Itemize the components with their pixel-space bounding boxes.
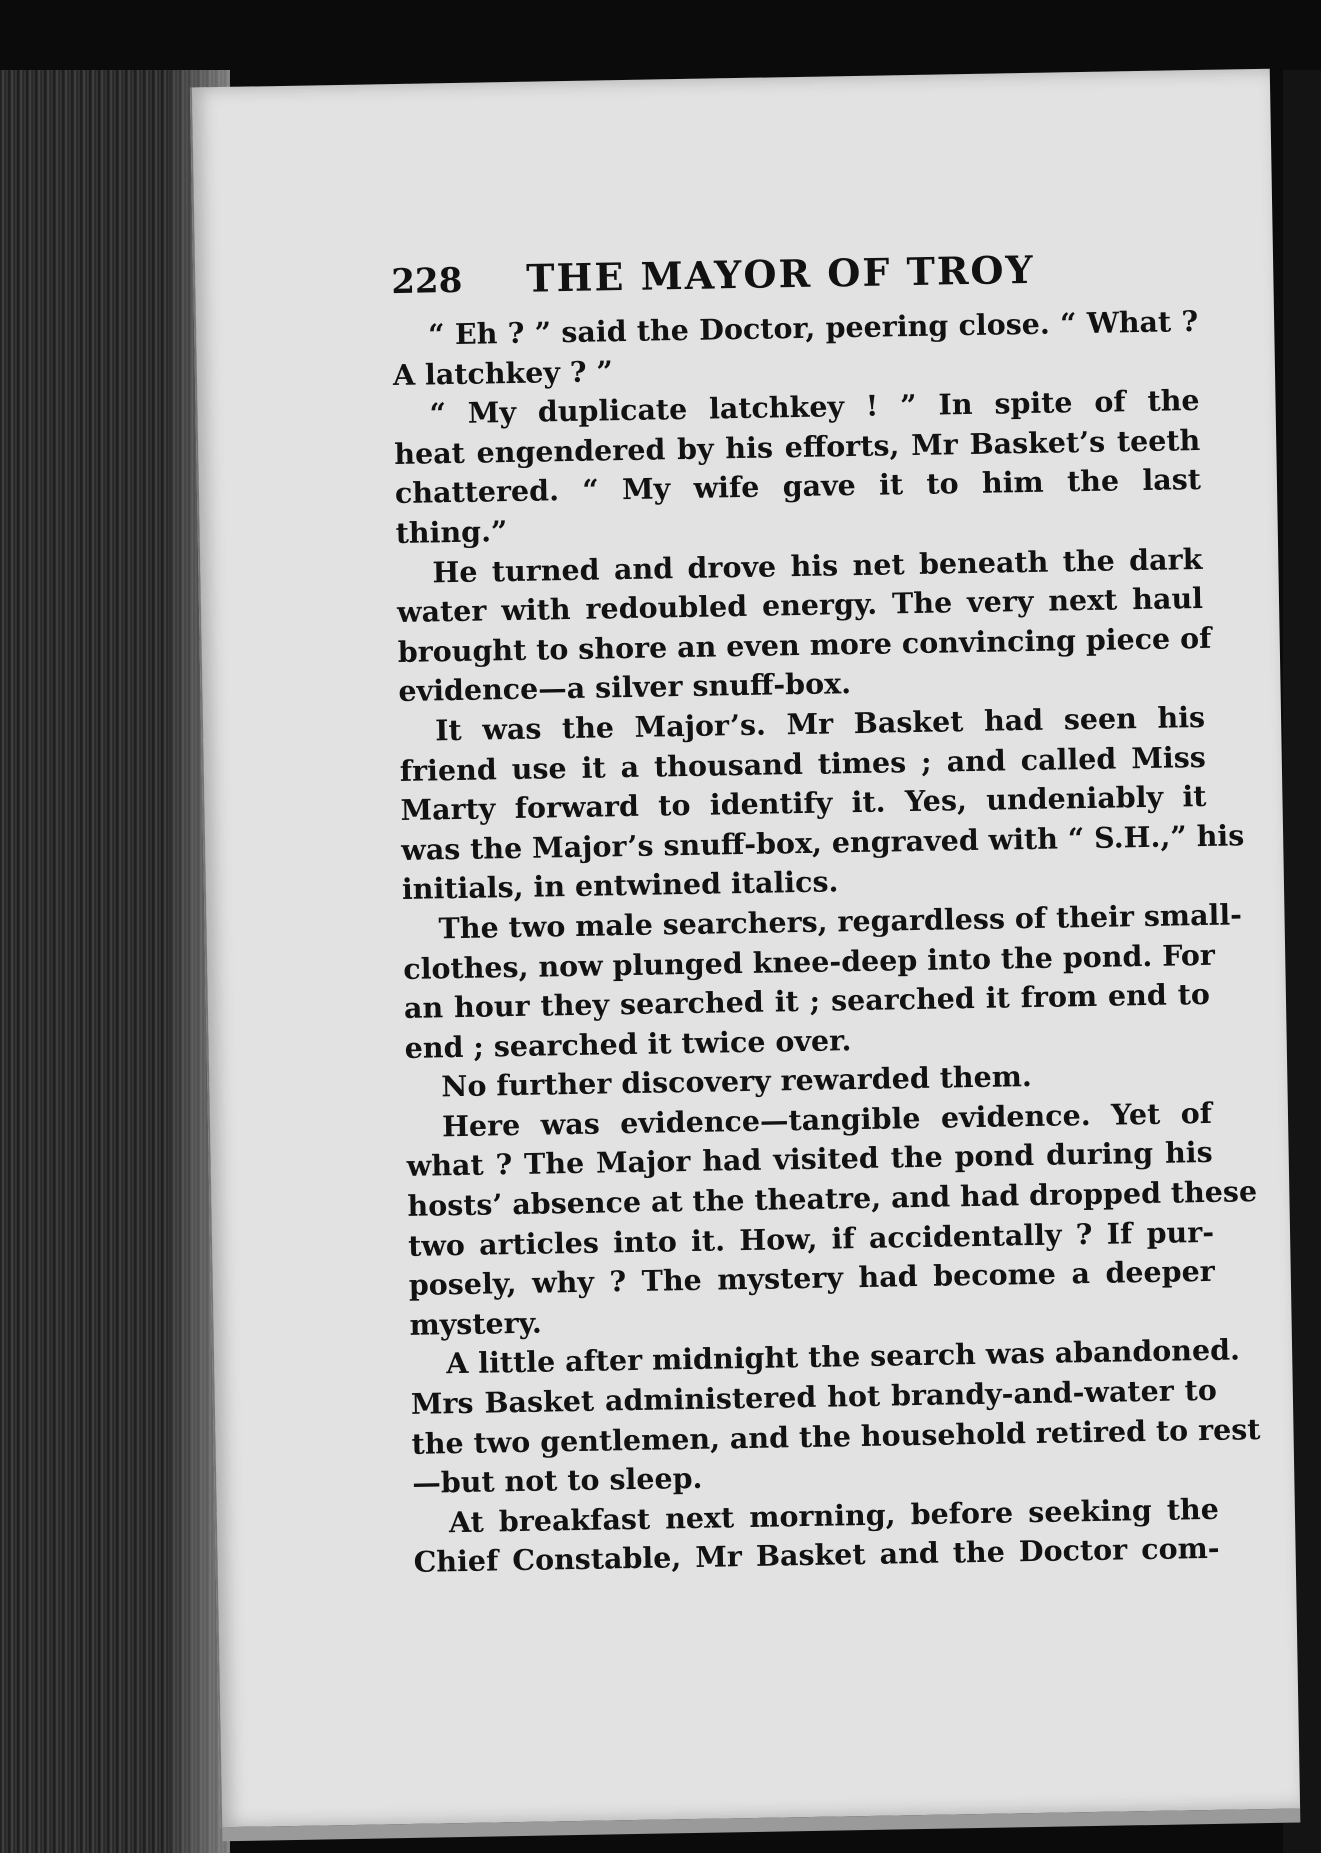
text-line: clothes, now plunged knee-deep into the pond. For <box>403 937 1216 986</box>
text-line: what ? The Major had visited the pond during his <box>406 1135 1213 1184</box>
page-number: 228 <box>390 260 463 303</box>
text-line: an hour they searched it ; searched it from end to <box>403 976 1211 1026</box>
text-line: It was the Major’s. Mr Basket had seen his <box>434 699 1206 748</box>
text-line: mystery. <box>409 1305 543 1342</box>
text-line: Here was evidence—tangible evidence. Yet of <box>441 1095 1213 1144</box>
text-line: water with redoubled energy. The very next haul <box>396 581 1204 630</box>
body-text <box>392 302 1261 1583</box>
text-line: A little after midnight the search was abandoned. <box>445 1332 1241 1381</box>
text-line: Chief Constable, Mr Basket and the Doctor com- <box>413 1531 1220 1580</box>
page-text-block <box>390 226 1261 1583</box>
text-line: initials, in entwined italics. <box>401 864 839 907</box>
text-line: two articles into it. How, if accidentally ? If pur- <box>407 1214 1215 1263</box>
text-line: hosts’ absence at the theatre, and had dropped these <box>407 1174 1258 1223</box>
text-line: The two male searchers, regardless of their small- <box>438 897 1243 946</box>
text-line: evidence—a silver snuff-box. <box>398 666 852 709</box>
text-line: “ Eh ? ” said the Doctor, peering close. “ What ? <box>427 303 1199 352</box>
text-line: He turned and drove his net beneath the dark <box>432 541 1203 589</box>
book-title: THE MAYOR OF TROY <box>525 246 1036 301</box>
text-line: Marty forward to identify it. Yes, undeniably it <box>400 779 1207 828</box>
text-line: the two gentlemen, and the household retired to rest <box>411 1411 1261 1461</box>
page-paper <box>190 69 1300 1828</box>
text-line: No further discovery rewarded them. <box>441 1059 1033 1104</box>
text-line: end ; searched it twice over. <box>404 1022 852 1065</box>
text-line: Mrs Basket administered hot brandy-and-water to <box>410 1372 1218 1421</box>
text-line: was the Major’s snuff-box, engraved with “ S.H.,” his <box>400 817 1245 867</box>
text-line: friend use it a thousand times ; and called Miss <box>399 739 1207 788</box>
text-line: —but not to sleep. <box>411 1461 703 1501</box>
text-line: chattered. “ My wife gave it to him the last <box>394 462 1202 511</box>
text-line: brought to shore an even more convincing piece of <box>397 620 1212 669</box>
text-line: heat engendered by his efforts, Mr Basket’s teeth <box>394 422 1201 471</box>
text-line: At breakfast next morning, before seeking the <box>448 1491 1220 1540</box>
text-line: “ My duplicate latchkey ! ” In spite of the <box>429 383 1200 431</box>
text-line: thing.” <box>395 514 508 550</box>
text-line: posely, why ? The mystery had become a deeper <box>408 1254 1216 1303</box>
running-head <box>391 226 1198 310</box>
text-line: A latchkey ? ” <box>392 353 614 392</box>
